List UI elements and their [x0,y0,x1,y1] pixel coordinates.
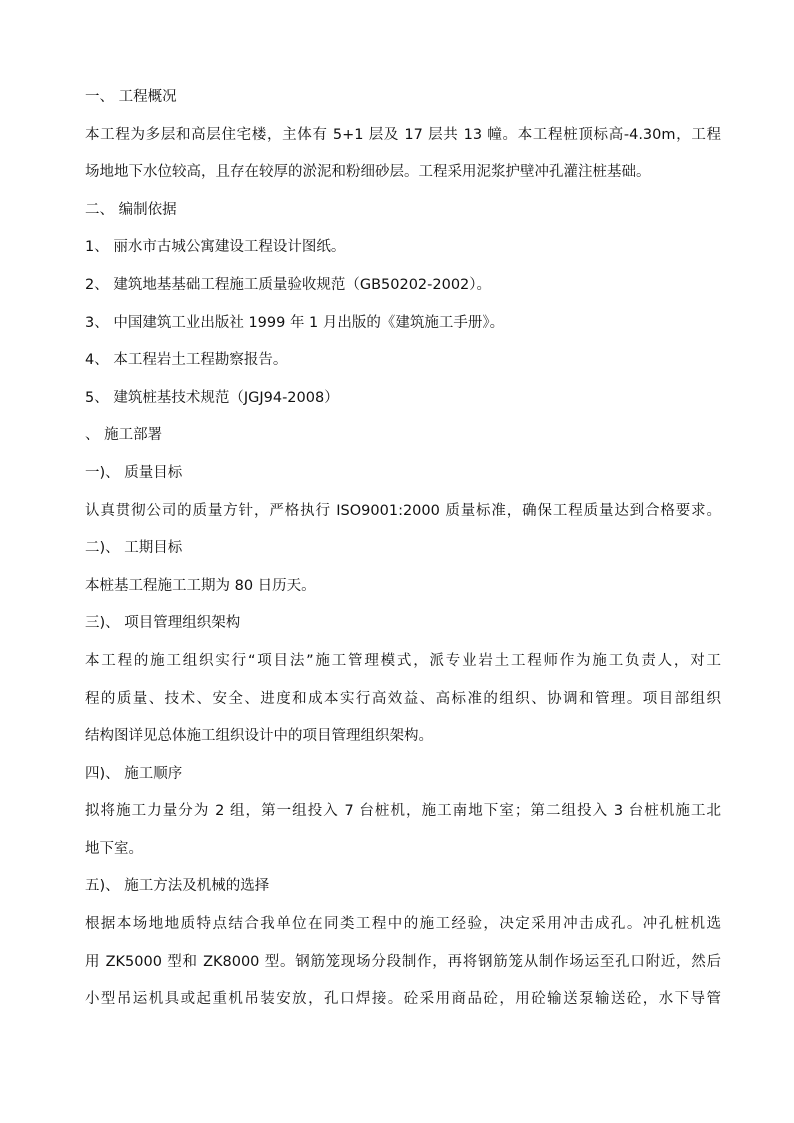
paragraph-line: 地下室。 [85,840,143,857]
subsection-heading-quality: 一)、 质量目标 [85,464,183,481]
document-body [85,82,721,1022]
section-heading-deployment: 、 施工部署 [85,427,163,444]
subsection-heading-organization: 三)、 项目管理组织架构 [85,615,241,632]
paragraph-line: 本桩基工程施工工期为 80 日历天。 [85,577,316,594]
list-item: 2、 建筑地基基础工程施工质量验收规范（GB50202-2002）。 [85,276,492,293]
subsection-heading-methods: 五)、 施工方法及机械的选择 [85,878,270,895]
list-item: 1、 丽水市古城公寓建设工程设计图纸。 [85,239,346,256]
paragraph-line: 根据本场地地质特点结合我单位在同类工程中的施工经验，决定采用冲击成孔。冲孔桩机选 [85,916,721,933]
list-item: 5、 建筑桩基技术规范（JGJ94-2008） [85,389,339,406]
paragraph-line: 场地地下水位较高，且存在较厚的淤泥和粉细砂层。工程采用泥浆护壁冲孔灌注桩基础。 [85,164,651,181]
paragraph-line: 本工程为多层和高层住宅楼，主体有 5+1 层及 17 层共 13 幢。本工程桩顶标高-4.30m，工程 [85,126,721,143]
paragraph-line: 认真贯彻公司的质量方针，严格执行 ISO9001:2000 质量标准，确保工程质量达到合格要求。 [85,502,721,519]
list-item: 3、 中国建筑工业出版社 1999 年 1 月出版的《建筑施工手册》。 [85,314,505,331]
paragraph-line: 用 ZK5000 型和 ZK8000 型。钢筋笼现场分段制作，再将钢筋笼从制作场运至孔口附近，然后 [85,953,721,970]
subsection-heading-sequence: 四)、 施工顺序 [85,765,183,782]
paragraph-line: 拟将施工力量分为 2 组，第一组投入 7 台桩机，施工南地下室；第二组投入 3 台桩机施工北 [85,803,721,820]
list-item: 4、 本工程岩土工程勘察报告。 [85,352,288,369]
paragraph-line: 本工程的施工组织实行“项目法”施工管理模式，派专业岩土工程师作为施工负责人，对工 [85,652,721,669]
subsection-heading-schedule: 二)、 工期目标 [85,540,183,557]
paragraph-line: 结构图详见总体施工组织设计中的项目管理组织架构。 [85,728,433,745]
section-heading-overview: 一、 工程概况 [85,89,177,105]
paragraph-line: 程的质量、技术、安全、进度和成本实行高效益、高标准的组织、协调和管理。项目部组织 [85,690,721,707]
section-heading-basis: 二、 编制依据 [85,201,177,218]
paragraph-line: 小型吊运机具或起重机吊装安放，孔口焊接。砼采用商品砼，用砼输送泵输送砼，水下导管 [85,991,721,1008]
